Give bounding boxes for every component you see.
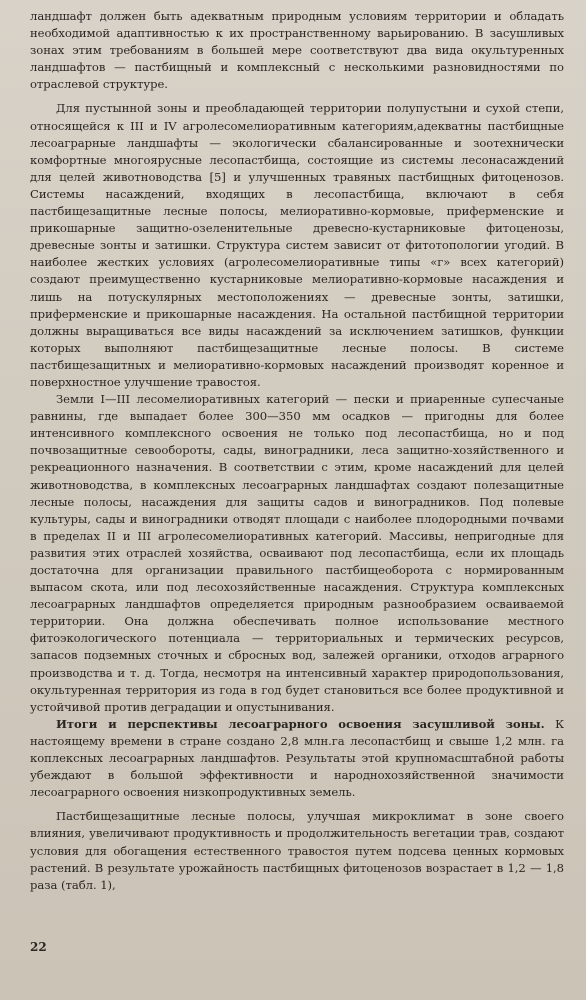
section-heading: Итоги и перспективы лесоаграрного освоения засушливой зоны. xyxy=(56,716,545,731)
paragraph-lands-categories: Земли I—III лесомелиоративных категорий — пески и приаренные супесчаные равнины, где выпадает более 300—350 мм осадков — пригодны для более интенсивного комплексного освоения не только под лесопастбища, но и под почвозащитные севообороты, сады, виноградники, леса защитно-хозяйственного и рекреационного назначения. В соответствии с этим, кроме насаждений для целей животноводства, в комплексных лесоаграрных ландшафтах создают полезащитные лесные полосы, насаждения для защиты садов и виноградников. Под полевые культуры, сады и виноградники отводят площади с наиболее плодородными почвами в пределах II и III агролесомелиоративных категорий. Массивы, непригодные для развития этих отраслей хозяйства, осваивают под лесопастбища, если их площадь достаточна для организации правильного пастбищеоборота с нормированным выпасом скота, или под лесохозяйственные насаждения. Структура комплексных лесоаграрных ландшафтов определяется природным разнообразием осваиваемой территории. Она должна обеспечивать полное использование местного фитоэкологического потенциала — территориальных и термических ресурсов, запасов подземных сточных и сбросных вод, залежей органики, отходов аграрного производства и т. д. Тогда, несмотря на интенсивный характер природопользования, окультуренная территория из года в год будет становиться все более продуктивной и устойчивой против деградации и опустынивания. xyxy=(30,392,564,714)
paragraph-results-text: К настоящему времени в стране создано 2,8 млн.га лесопастбищ и свыше 1,2 млн. га коплексных лесоаграрных ландшафтов. Результаты этой крупномасштабной работы убеждают в большой эффективности и народнохозяйственной значимости лесоаграрного освоения низкопродуктивных земель. xyxy=(30,716,564,800)
paragraph-pasture-zone: Для пустынной зоны и преобладающей территории полупустыни и сухой степи, относящейся к III и IV агролесомелиоративным категориям,адекватны пастбищные лесоаграрные ландшафты — экологически сбалансированные и зоотехнически комфортные многоярусные лесопастбища, состоящие из системы лесонасаждений для целей животноводства [5] и улучшенных травяных пастбищных фитоценозов. Системы насаждений, входящих в лесопастбища, включают в себя пастбищезащитные лесные полосы, мелиоративно-кормовые, приферменские и прикошарные защитно-озеленительные древесно-кустарниковые фитоценозы, древесные зонты и затишки. Структура систем зависит от фитотопологии угодий. В наиболее жестких условиях (агролесомелиоративные типы «г» всех категорий) создают преимущественно кустарниковые мелиоративно-кормовые насаждения и лишь на потускулярных местоположениях — древесные зонты, затишки, приферменские и прикошарные насаждения. На остальной пастбищной территории должны выращиваться все виды насаждений за исключением затишков, функции которых выполняют пастбищезащитные лесные полосы. В системе пастбищезащитных и мелиоративно-кормовых насаждений производят коренное и поверхностное улучшение травостоя. xyxy=(30,101,564,389)
paragraph-continuation: ландшафт должен быть адекватным природным условиям территории и обладать необходимой адаптивностью к их пространственному варьированию. В засушливых зонах этим требованиям в большей мере соответствуют два вида окультуренных ландшафтов — пастбищный и комплексный с несколькими разновидностями по отраслевой структуре. xyxy=(30,9,564,92)
paragraph-shelterbelts: Пастбищезащитные лесные полосы, улучшая микроклимат в зоне своего влияния, увеличивают продуктивность и продолжительность вегетации трав, создают условия для обогащения естественного травостоя путем подсева ценных кормовых растений. В результате урожайность пастбищных фитоценозов возрастает в 1,2 — 1,8 раза (табл. 1), xyxy=(30,809,564,892)
page-number: 22 xyxy=(30,940,47,954)
paragraph-results xyxy=(30,716,564,801)
